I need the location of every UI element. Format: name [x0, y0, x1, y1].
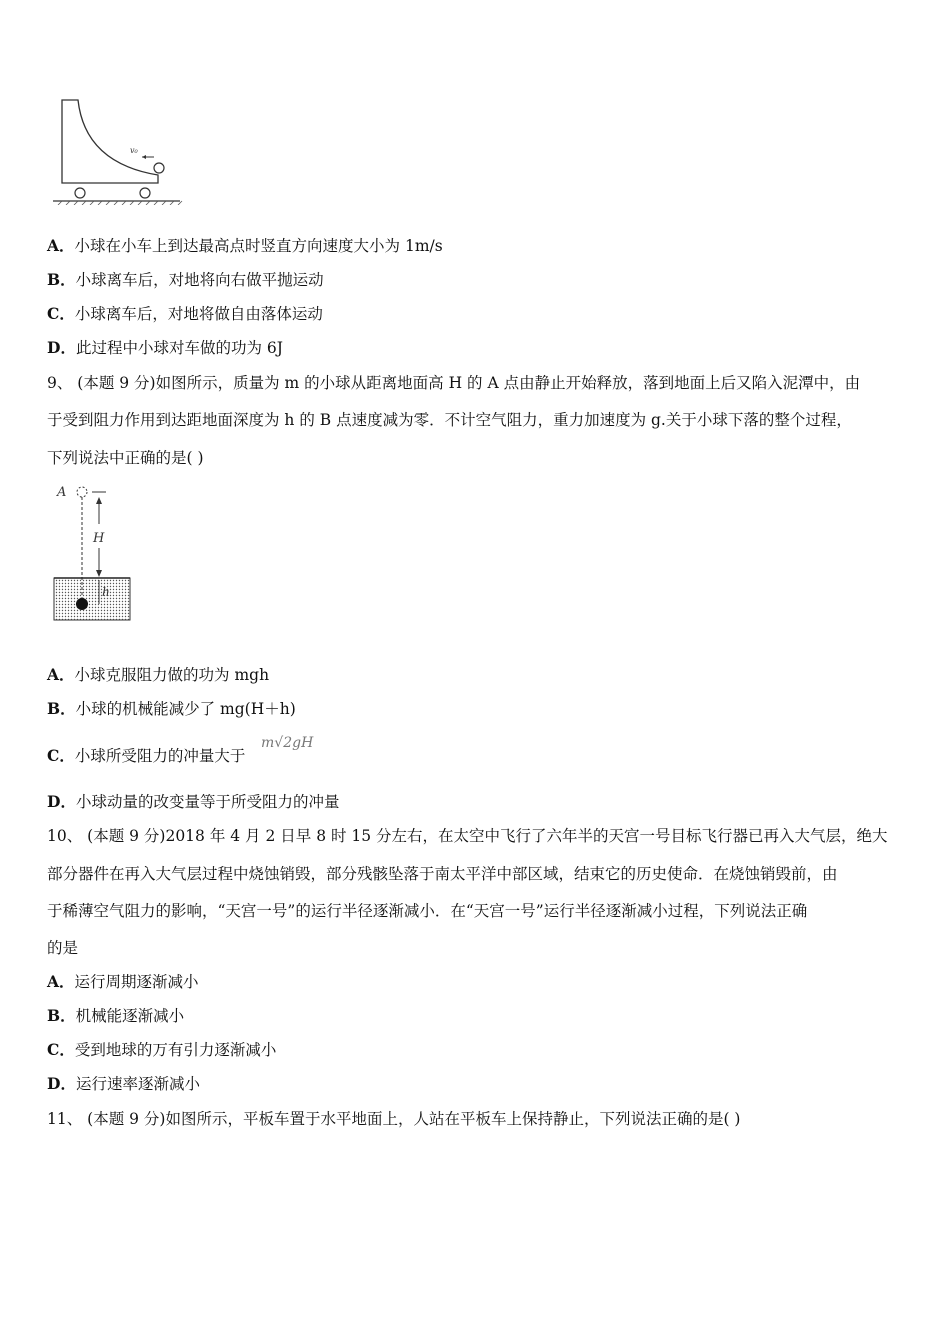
- q8-option-c: [47, 304, 323, 324]
- q9-stem-line-1: 9、 (本题 9 分)如图所示，质量为 m 的小球从距离地面高 H 的 A 点由静止开始释放，落到地面上后又陷入泥潭中，由: [47, 374, 861, 392]
- q10-option-d: [47, 1074, 200, 1094]
- option-text: 小球克服阻力做的功为 mgh: [74, 666, 270, 684]
- cart-ramp-figure: [50, 95, 185, 205]
- q9-option-d: [47, 792, 339, 812]
- option-text: 运行速率逐渐减小: [75, 1075, 200, 1093]
- option-text: 此过程中小球对车做的功为 6J: [75, 339, 283, 357]
- option-letter: D．: [47, 338, 76, 357]
- label-small-h: h: [102, 585, 110, 599]
- option-letter: B．: [47, 270, 76, 289]
- option-letter: A．: [47, 972, 75, 991]
- q10-option-b: [47, 1006, 184, 1026]
- label-a: A: [57, 485, 67, 500]
- option-letter: A．: [47, 665, 75, 684]
- q8-option-a: [47, 236, 443, 256]
- q9-stem-line-2: 于受到阻力作用到达距地面深度为 h 的 B 点速度减为零．不计空气阻力，重力加速度为 g.关于小球下落的整个过程，: [47, 411, 852, 429]
- velocity-label: v₀: [130, 146, 138, 155]
- option-letter: A．: [47, 236, 75, 255]
- q10-option-a: [47, 972, 199, 992]
- option-letter: B．: [47, 699, 76, 718]
- option-text: 小球在小车上到达最高点时竖直方向速度大小为 1m/s: [74, 237, 443, 255]
- option-text: 小球所受阻力的冲量大于: [74, 747, 246, 765]
- falling-ball-figure: [52, 480, 134, 625]
- q10-option-c: [47, 1040, 276, 1060]
- q8-option-d: [47, 338, 283, 358]
- option-text: 小球离车后，对地将向右做平抛运动: [75, 271, 324, 289]
- q11-stem-line-1: 11、 (本题 9 分)如图所示，平板车置于水平地面上，人站在平板车上保持静止，下列说法正确的是( ): [47, 1110, 741, 1128]
- option-text: 机械能逐渐减小: [75, 1007, 185, 1025]
- option-letter: C．: [47, 1040, 75, 1059]
- label-big-h: H: [93, 531, 105, 546]
- option-text: 小球的机械能减少了 mg(H＋h): [75, 700, 296, 718]
- q9-option-a: [47, 665, 269, 685]
- option-letter: C．: [47, 746, 75, 765]
- q10-stem-line-1: 10、 (本题 9 分)2018 年 4 月 2 日早 8 时 15 分左右，在太空中飞行了六年半的天宫一号目标飞行器已再入大气层，绝大: [47, 827, 888, 845]
- q9-option-b: [47, 699, 296, 719]
- q10-stem-line-2: 部分器件在再入大气层过程中烧蚀销毁，部分残骸坠落于南太平洋中部区域，结束它的历史使命．在烧蚀销毁前，由: [47, 865, 838, 883]
- option-c-formula: m√2gH: [261, 735, 314, 751]
- option-text: 受到地球的万有引力逐渐减小: [74, 1041, 277, 1059]
- q10-stem-line-3: 于稀薄空气阻力的影响，“天宫一号”的运行半径逐渐减小．在“天宫一号”运行半径逐渐减小过程，下列说法正确: [47, 902, 808, 920]
- option-letter: D．: [47, 1074, 76, 1093]
- q10-stem-line-4: 的是: [47, 939, 79, 957]
- option-letter: C．: [47, 304, 75, 323]
- q8-option-b: [47, 270, 324, 290]
- q9-stem-line-3: 下列说法中正确的是( ): [47, 449, 204, 467]
- option-text: 运行周期逐渐减小: [74, 973, 199, 991]
- option-text: 小球动量的改变量等于所受阻力的冲量: [75, 793, 340, 811]
- option-letter: B．: [47, 1006, 76, 1025]
- option-letter: D．: [47, 792, 76, 811]
- option-text: 小球离车后，对地将做自由落体运动: [74, 305, 323, 323]
- q9-option-c: [47, 746, 245, 766]
